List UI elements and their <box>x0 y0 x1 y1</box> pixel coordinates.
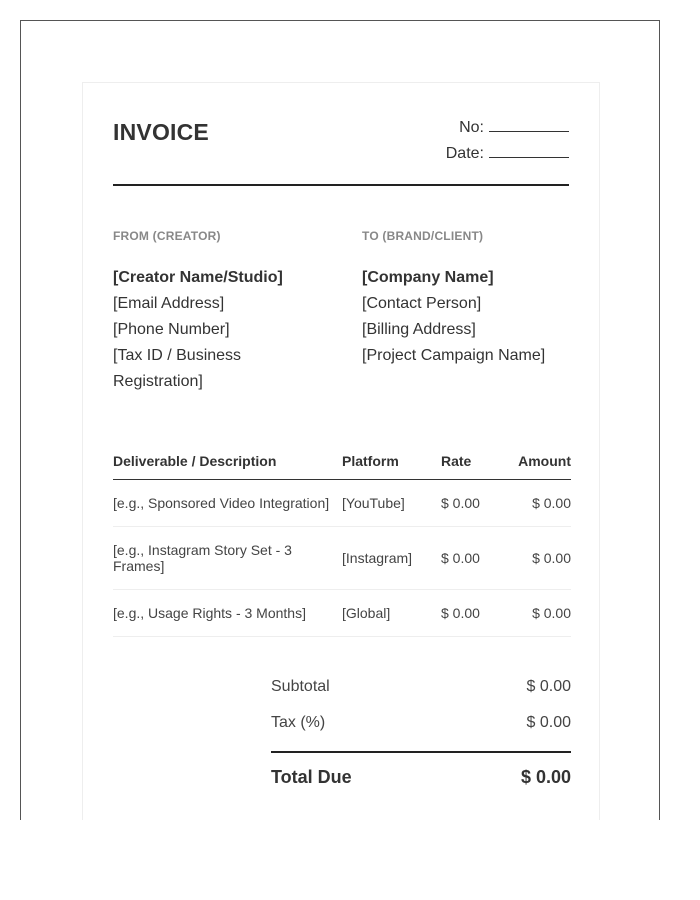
table-row <box>113 527 571 590</box>
row-rate: $ 0.00 <box>441 590 501 637</box>
from-line: Registration] <box>113 373 203 390</box>
row-amount: $ 0.00 <box>501 480 571 527</box>
header-divider <box>113 184 569 186</box>
invoice-date-blank <box>489 142 569 158</box>
from-line: [Email Address] <box>113 295 225 312</box>
subtotal-row <box>271 675 571 711</box>
page-frame <box>20 20 660 820</box>
from-section <box>113 229 343 395</box>
total-due-value: $ 0.00 <box>520 767 571 787</box>
row-amount: $ 0.00 <box>501 527 571 590</box>
from-label: FROM (CREATOR) <box>113 229 221 243</box>
invoice-title: INVOICE <box>113 119 209 145</box>
column-header-rate: Rate <box>441 452 501 480</box>
subtotal-label: Subtotal <box>271 678 330 695</box>
invoice-date-label: Date: <box>445 145 484 162</box>
table-header-row <box>113 452 571 480</box>
tax-label: Tax (%) <box>271 714 326 731</box>
invoice-meta <box>446 116 569 168</box>
tax-row <box>271 711 571 747</box>
from-line: [Phone Number] <box>113 321 230 338</box>
row-rate: $ 0.00 <box>441 480 501 527</box>
from-line: [Tax ID / Business <box>113 347 242 364</box>
column-header-platform: Platform <box>342 452 441 480</box>
table-row <box>113 480 571 527</box>
column-header-amount: Amount <box>501 452 571 480</box>
to-line: [Contact Person] <box>362 295 482 312</box>
invoice-date-row <box>446 142 569 168</box>
row-description: [e.g., Usage Rights - 3 Months] <box>113 590 342 637</box>
tax-value: $ 0.00 <box>526 714 571 731</box>
invoice-number-label: No: <box>459 119 484 136</box>
invoice-number-row <box>446 116 569 142</box>
total-due-row <box>271 765 571 801</box>
column-header-description: Deliverable / Description <box>113 452 342 480</box>
row-description: [e.g., Sponsored Video Integration] <box>113 480 342 527</box>
row-platform: [Global] <box>342 590 441 637</box>
to-label: TO (BRAND/CLIENT) <box>362 229 484 243</box>
totals-section <box>271 675 571 801</box>
to-line: [Project Campaign Name] <box>362 347 546 364</box>
row-rate: $ 0.00 <box>441 527 501 590</box>
table-row <box>113 590 571 637</box>
invoice-number-blank <box>489 116 569 132</box>
row-description: [e.g., Instagram Story Set - 3 Frames] <box>113 527 342 590</box>
total-due-label: Total Due <box>271 767 352 787</box>
row-amount: $ 0.00 <box>501 590 571 637</box>
to-line: [Company Name] <box>362 269 494 286</box>
row-platform: [YouTube] <box>342 480 441 527</box>
invoice-sheet <box>82 82 600 820</box>
subtotal-value: $ 0.00 <box>526 678 571 695</box>
row-platform: [Instagram] <box>342 527 441 590</box>
totals-divider <box>271 751 571 753</box>
line-items-table <box>113 452 571 637</box>
from-line: [Creator Name/Studio] <box>113 269 283 286</box>
to-line: [Billing Address] <box>362 321 476 338</box>
to-section <box>362 229 592 369</box>
